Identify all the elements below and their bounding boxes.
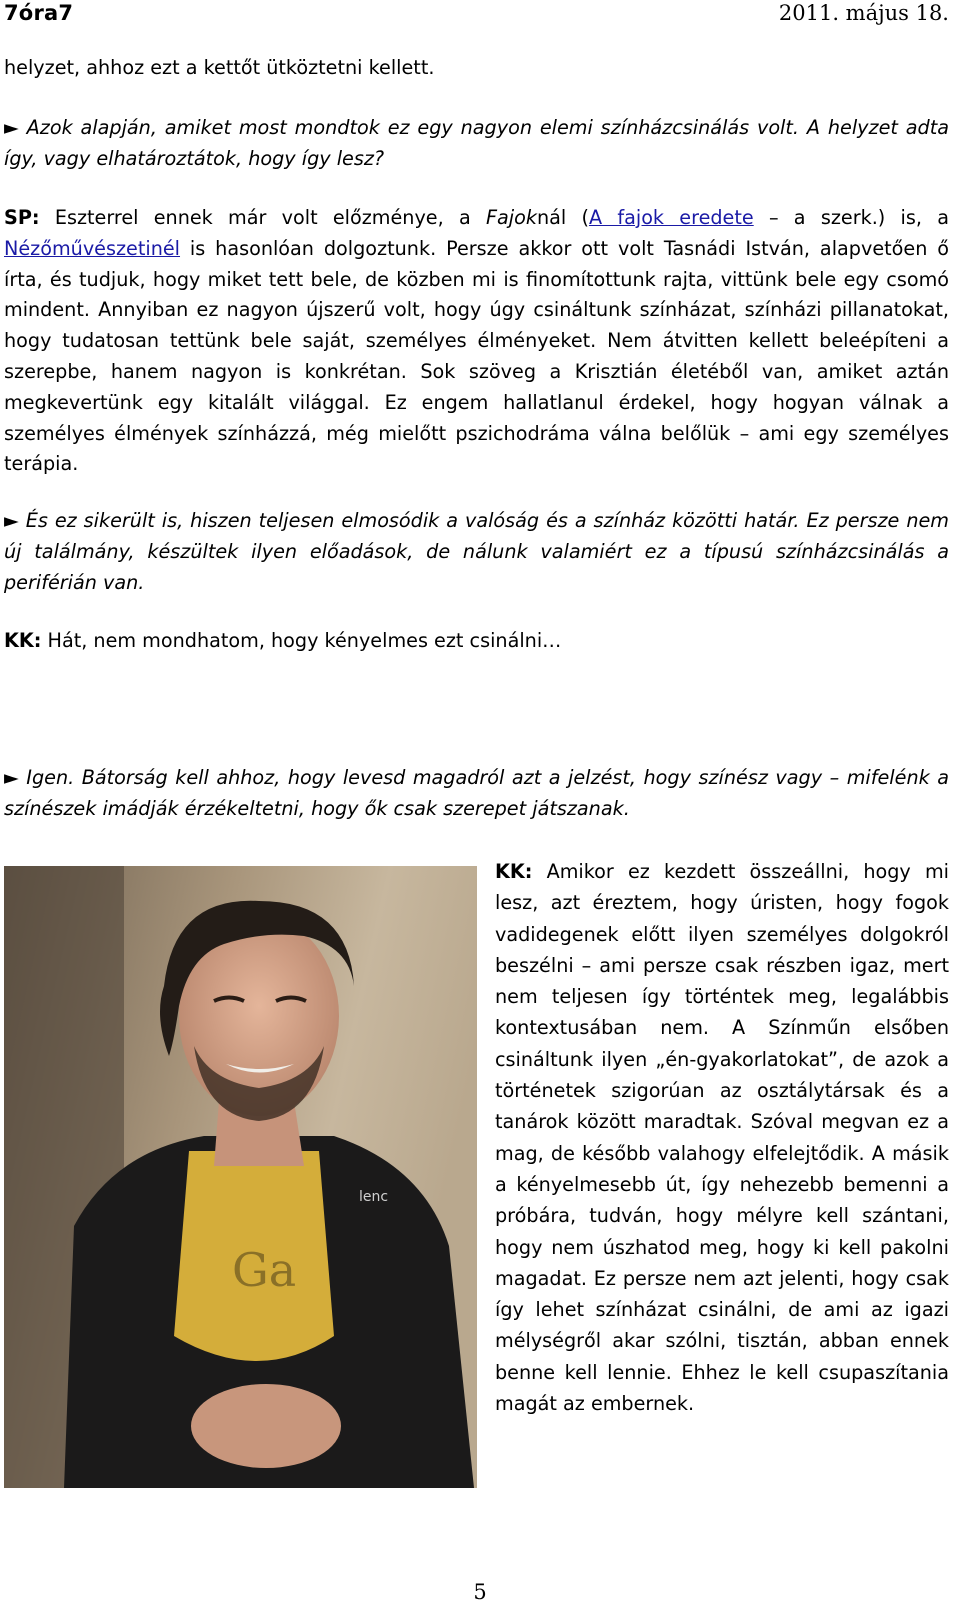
actor-photo <box>4 866 477 1488</box>
speaker-label: SP: <box>4 206 40 229</box>
question-3 <box>4 763 949 825</box>
speaker-label: KK: <box>495 860 533 883</box>
play-title: Fajok <box>485 206 537 229</box>
page-header <box>4 0 949 30</box>
answer-2: KK: Hát, nem mondhatom, hogy kényelmes ezt csinálni… <box>4 629 562 652</box>
answer-3: KK: Amikor ez kezdett összeállni, hogy mi lesz, azt éreztem, hogy úristen, hogy fogok vadidegenek előtt ilyen személyes dolgokról beszélni – ami persze csak részben igaz, mert nem teljesen így történtek meg, legalábbis kontextusában nem. A Színműn elsőben csináltunk ilyen „én-gyakorlatokat”, de azok a történetek szigorúan az osztálytársak és a tanárok között maradtak. Szóval megvan ez a mag, de később valahogy elfelejtődik. A másik a kényelmesebb út, így nehezebb bemenni a próbára, tudván, hogy mélyre kell szántani, hogy nem úszhatod meg, hogy ki kell pakolni magadat. Ez persze nem azt jelenti, hogy csak így lehet színházat csinálni, de ami az igazi mélységről akar szólni, tisztán, abban ennek benne kell lennie. Ehhez le kell csupaszítania magát az embernek. <box>495 860 949 1416</box>
magazine-brand: 7óra7 <box>4 1 74 25</box>
question-1 <box>4 113 949 175</box>
page-number: 5 <box>473 1580 487 1604</box>
svg-text:lenc: lenc <box>359 1189 389 1205</box>
question-2 <box>4 506 949 598</box>
question-marker: ► <box>4 766 19 789</box>
answer-1: SP: Eszterrel ennek már volt előzménye, a Fajoknál (A fajok eredete – a szerk.) is, a Nézőművészetinél is hasonlóan dolgoztunk. Persze akkor ott volt Tasnádi István, alapvetően ő írta, és tudjuk, hogy miket tett bele, de közben mi is finomítottunk rajta, vittünk bele egy csomó mindent. Annyiban ez nagyon újszerű volt, hogy úgy csináltunk színházat, színházi pillanatokat, hogy tudatosan tettünk bele saját, személyes élményeket. Nem átvitten kellett beleépíteni a szerepbe, hanem nagyon is konkrétan. Sok szöveg a Krisztián életéből van, amiket aztán megkevertünk egy kitalált világgal. Ez engem hallatlanul érdekel, hogy hogyan válnak a személyes élmények színházzá, még mielőtt pszichodráma válna belőlük – ami egy személyes terápia. <box>4 206 949 476</box>
shirt-print: Ga <box>232 1243 297 1297</box>
question-marker: ► <box>4 116 19 139</box>
paragraph-continuation: helyzet, ahhoz ezt a kettőt ütköztetni kellett. <box>4 56 435 79</box>
link-nezomuveszetinel[interactable]: Nézőművészetinél <box>4 236 181 260</box>
link-a-fajok-eredete[interactable]: A fajok eredete <box>588 206 754 229</box>
question-marker: ► <box>4 509 19 532</box>
speaker-label: KK: <box>4 629 42 652</box>
issue-date: 2011. május 18. <box>778 1 949 25</box>
question-text: És ez sikerült is, hiszen teljesen elmosódik a valóság és a színház közötti határ. Ez persze nem új találmány, készültek ilyen előadások, de nálunk valamiért ez a típusú színházcsinálás a periférián van. <box>4 509 949 594</box>
question-text: Azok alapján, amiket most mondtok ez egy nagyon elemi színházcsinálás volt. A helyzet adta így, vagy elhatároztátok, hogy így lesz? <box>4 116 949 170</box>
question-text: Igen. Bátorság kell ahhoz, hogy levesd magadról azt a jelzést, hogy színész vagy – mifelénk a színészek imádják érzékeltetni, hogy ők csak szerepet játszanak. <box>4 766 949 820</box>
